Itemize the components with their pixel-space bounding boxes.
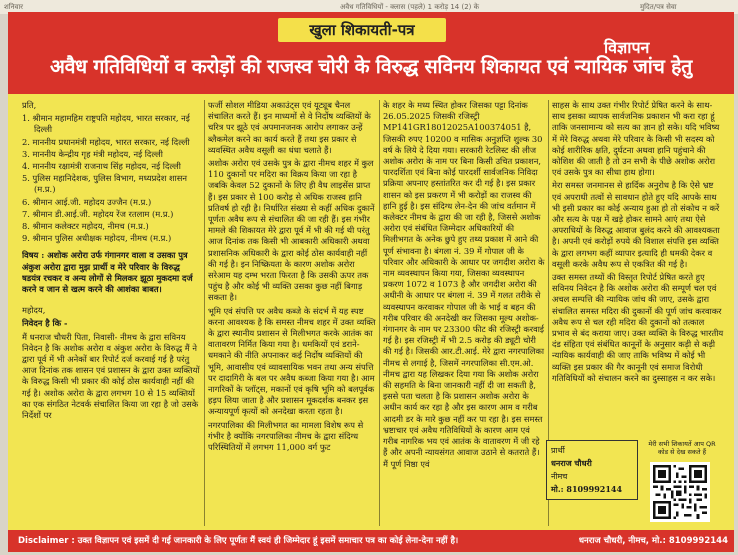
body-paragraph: भूमि एवं संपत्ति पर अवैध कब्जे के संदर्भ में यह स्पष्ट करना आवश्यक है कि समस्त नीमच शहर में उक्त व्यक्ति के द्वारा स्थानीय प्रशासन से मिलीभगत करके आतंक का वातावरण निर्मित किया गया है। धमकियों एवं डराने-धमकाने की नीति अपनाकर कई निर्दोष व्यक्तियों की भूमि, आवासीय एवं व्यावसायिक भवन तथा अन्य संपत्ति पर दादागिरी के बल पर अवैध कब्जा किया गया है। आम नागरिकों के प्लॉट्स, मकानों एवं कृषि भूमि को बलपूर्वक हड़प लिया जाता है और प्रशासन मूकदर्शक बनकर इस अन्यायपूर्ण कृत्यों को अनदेखा करता रहता है। [208,305,376,417]
addressee: 1. श्रीमान महामहिम राष्ट्रपति महोदय, भारत सरकार, नई दिल्ली [22,113,190,135]
addressee-list [22,113,200,244]
body-paragraph: फर्जी सोशल मीडिया अकाउंट्स एवं यूट्यूब चैनल संचालित करते हैं। इन माध्यमों से वे निर्दोष व्यक्तियों के चरित्र पर झूठे एवं अपमानजनक आरोप लगाकर उन्हें ब्लैकमेल करने का कार्य करते हैं तथा इस प्रकार से व्यवस्थित अवैध वसूली का धंधा चलाते हैं। [208,100,371,155]
body-paragraph: के शहर के मध्य स्थित होकर जिसका पट्टा दिनांक 26.05.2025 जिसकी रजिस्ट्री MP141GR18012025A100374051 है, जिसकी रुपए 10200 व मासिक अनुज्ञप्ति शुल्क 30 वर्ष के लिये दे दिया गया। सरकारी रेटलिस्ट की लीज अशोक अरोरा के नाम पर बिना किसी उचित प्रकाशन, पारदर्शिता एवं बिना कोई पारदर्शी सार्वजनिक निविदा प्रक्रिया अपनाए हस्तांतरित कर दी गई है। इस प्रकार शासन को इस प्रकरण में भी करोड़ों का राजस्व की हानि हुई है। इस संदिग्ध लेन-देन की जांच वर्तमान में कलेक्टर नीमच के द्वारा की जा रही है, जिससे अशोक अरोरा एवं संबंधित जिम्मेदार अधिकारियों की मिलीभगत के अनेक छुपे हुए तथ्य प्रकाश में आने की पूर्ण संभावना है। बंगला नं. 39 में गोपाल जी के परिवार और अधिकारी के आधार पर जगदीश अरोरा के नाम व्यवस्थापन किया गया, जिसका व्यवस्थापन प्रकरण 1072 व 1073 है और जगदीश अरोरा की अधीनी के आधार पर बंगला नं. 39 में गलत तरीके से व्यवस्थापन करवाकर गोपाल जी के भाई व बहन की गरीब परिवार की अनदेखी कर जिसका मूल्य अशोक-गंगानगर के नाम पर 23300 फीट की रजिस्ट्री करवाई गई है। इस रजिस्ट्री में भी 2.5 करोड़ की ड्यूटी चोरी की गई है। जिसकी आर.टी.आई. मेरे द्वारा नगरपालिका नीमच से लगाई है, जिसमें नगरपालिका सी.एम.ओ. नीमच द्वारा यह लिखकर दिया गया कि अशोक अरोरा की सहमति के बिना जानकारी नहीं दी जा सकती है, इससे पता चलता है कि प्रशासन अशोक अरोरा के अधीन कार्य कर रहा है और इस कारण आम व गरीब आदमी डर के मारे कुछ नहीं कर पा रहा है। इस समस्त भ्रष्टाचार एवं अवैध गतिविधियों के कारण आम एवं गरीब नागरिक भय एवं आतंक के वातावरण में जी रहे हैं और अपनी न्यायसंगत आवाज उठाने से कतराते हैं। मैं पूर्ण निष्ठा एवं [383,100,545,469]
addressee: 4. माननीय रक्षामंत्री राजनाथ सिंह महोदय, नई दिल्ली [22,161,181,172]
body-paragraph: उक्त समस्त तथ्यों की विस्तृत रिपोर्ट प्रेषित करते हुए सविनय निवेदन है कि अशोक अरोरा की सम्पूर्ण चल एवं अचल सम्पत्ति की न्यायिक जांच की जाए, उसके द्वारा संचालित समस्त मदिरा की दुकानों की पूर्ण जांच करवाकर अवैध रूप से चल रही मदिरा की दुकानों को तत्काल प्रभाव से बंद कराया जाए। उक्त व्यक्ति के विरुद्ध भारतीय दंड संहिता एवं संबंधित कानूनों के अनुसार कड़ी से कड़ी न्यायिक कार्यवाही की जाए ताकि भविष्य में कोई भी व्यक्ति इस प्रकार की गैर कानूनी एवं समाज विरोधी गतिविधियों को संचालन करने का दुस्साहस न कर सके। [552,272,724,383]
sig-prefix: प्रार्थी [551,446,565,455]
qr-code[interactable] [650,462,710,522]
qr-note: मेरी सभी शिकायतें आप QR कोड से देख सकते हैं [648,440,716,456]
body-paragraph: साहस के साथ उक्त गंभीर रिपोर्ट प्रेषित करने के साथ-साथ इसका व्यापक सार्वजनिक प्रकाशन भी करा रहा हूं ताकि जनसामान्य को सत्य का ज्ञान हो सके। यदि भविष्य में मेरे विरुद्ध अथवा मेरे परिवार के किसी भी सदस्य को कोई शारीरिक क्षति, दुर्घटना अथवा हानि पहुंचाने की कोशिश की जाती है तो उन सभी के पीछे अशोक अरोरा एवं उसके पुत्र का सीधा हाथ होगा। [552,100,720,178]
notice-title: खुला शिकायती-पत्र [278,18,446,42]
advertisement-frame [8,12,734,552]
header-banner [8,12,734,94]
addressee: 6. श्रीमान आई.जी. महोदय उज्जैन (म.प्र.) [22,196,152,207]
body-paragraph: नगरपालिका की मिलीभगत का मामला विशेष रूप से गंभीर है क्योंकि नगरपालिका नीमच के द्वारा संदिग्ध परिस्थितियों में लगभग 11,000 वर्ग फुट [208,419,364,453]
headline: अवैध गतिविधियों व करोड़ों की राजस्व चोरी के विरुद्ध सविनय शिकायत एवं न्यायिक जांच हेतु [50,55,692,78]
topstrip-right: मुदित/पत्र सेवा [640,3,677,11]
addressee: 8. श्रीमान कलेक्टर महोदय, नीमच (म.प्र.) [22,221,149,232]
disclaimer: Disclaimer : उक्त विज्ञापन एवं इसमें दी गई जानकारी के लिए पूर्णतः मैं स्वयं ही जिम्मेदार हूं इसमें समाचार पत्र का कोई लेना-देना नहीं है। [18,536,459,546]
footer-contact: धनराज चौधरी, नीमच, मो.: 8109992144 [578,536,728,546]
subject: विषय : अशोक अरोरा उर्फ गंगानगर वाला व उसका पुत्र अंकुश अरोरा द्वारा मुझ प्रार्थी व मेरे परिवार के विरुद्ध षडयंत्र रचकर व अन्य लोगों से मिलकर झूठा मुकदमा दर्ज करने व जान से खत्म करने की आशंका बाबत। [22,250,193,295]
addressee: 9. श्रीमान पुलिस अधीक्षक महोदय, नीमच (म.प्र.) [22,233,172,244]
body-paragraph: मेरा समस्त जनमानस से हार्दिक अनुरोध है कि ऐसे भ्रष्ट एवं अपराधी तत्वों से सावधान होते हुए यदि आपके साथ भी इसी प्रकार का कोई अन्याय हुआ हो तो संकोच न करें और सत्य के पक्ष में खड़े होकर सामने आएं तथा ऐसे अपराधियों के विरुद्ध आवाज बुलंद करने की आवश्यकता है। अपनी एवं करोड़ों रुपये की विशाल संपत्ति इस व्यक्ति के द्वारा लगभग कहीं व्यापार इत्यादि ही धमकी देकर व वसूली करके अवैध रूप से एकत्रित की गई है। [552,180,720,269]
footer-bar [8,530,734,552]
qr-code-icon [653,465,707,519]
prati: प्रति, [22,100,37,110]
column-1 [22,100,200,530]
signature-box [546,440,638,500]
column-divider [379,100,380,526]
topstrip-left: शनिवार [4,3,24,11]
addressee: 5. पुलिस महानिदेशक, पुलिस विभाग, मध्यप्रदेश शासन (म.प्र.) [22,173,187,195]
addressee: 2. माननीय प्रधानमंत्री महोदय, भारत सरकार, नई दिल्ली [22,136,190,147]
advertisement-label: विज्ञापन [604,38,650,57]
column-divider [204,100,205,526]
column-4 [552,100,724,456]
column-2 [208,100,376,530]
nivedan: निवेदन है कि - [22,318,68,329]
topstrip-center: अवैध गतिविधियों - क्लास (पहले) 1 करोड़ 14 (2) के [340,3,479,11]
sig-place: नीमच [551,472,568,481]
column-3 [383,100,545,530]
body-paragraph: अशोक अरोरा एवं उसके पुत्र के द्वारा नीमच शहर में कुल 110 दुकानों पर मदिरा का विक्रय किया जा रहा है जबकि केवल 52 दुकानों के लिए ही वैध लाइसेंस प्राप्त हैं। इस प्रकार से 100 करोड़ से अधिक राजस्व हानि प्रतिवर्ष हो रही है। निर्धारित संख्या से कहीं अधिक दुकानें पूर्णतः अवैध रूप से संचालित की जा रही हैं। इस गंभीर मामले की शिकायत मेरे द्वारा पूर्व में भी की गई थी परंतु आज दिनांक तक किसी भी आबकारी अधिकारी अथवा प्रशासनिक अधिकारी के द्वारा कोई ठोस कार्यवाही नहीं की गई है। इन निष्क्रियता के कारण अशोक अरोरा सरेआम यह दम्भ भरता फिरता है कि उसकी ऊपर तक पहुंच है और कोई भी व्यक्ति उसका कुछ नहीं बिगाड़ सकता है। [208,158,375,303]
sig-name: धनराज चौधरी [551,458,592,468]
sig-mobile: मो.: 8109992144 [551,484,623,494]
body-paragraph: मैं धनराज चौधरी पिता, निवासी- नीमच के द्वारा सविनय निवेदन है कि अशोक अरोरा व अंकुश अरोरा के विरुद्ध मैं ने द्वारा पूर्व में भी अनेकों बार रिपोर्ट दर्ज करवाई गई है परंतु आज दिनांक तक शासन एवं प्रशासन के द्वारा उक्त व्यक्तियों के विरुद्ध किसी भी प्रकार की कोई ठोस कार्यवाही नहीं की गई है। अशोक अरोरा के द्वारा लगभग 10 से 15 व्यक्तियों का एक संगठित नेटवर्क संचालित किया जा रहा है जो उसके निर्देशों पर [22,331,200,421]
addressee: 3. माननीय केन्द्रीय गृह मंत्री महोदय, नई दिल्ली [22,148,163,159]
addressee: 7. श्रीमान डी.आई.जी. महोदय रेंज रतलाम (म.प्र.) [22,208,174,219]
salutation: महोदय, [22,305,46,316]
